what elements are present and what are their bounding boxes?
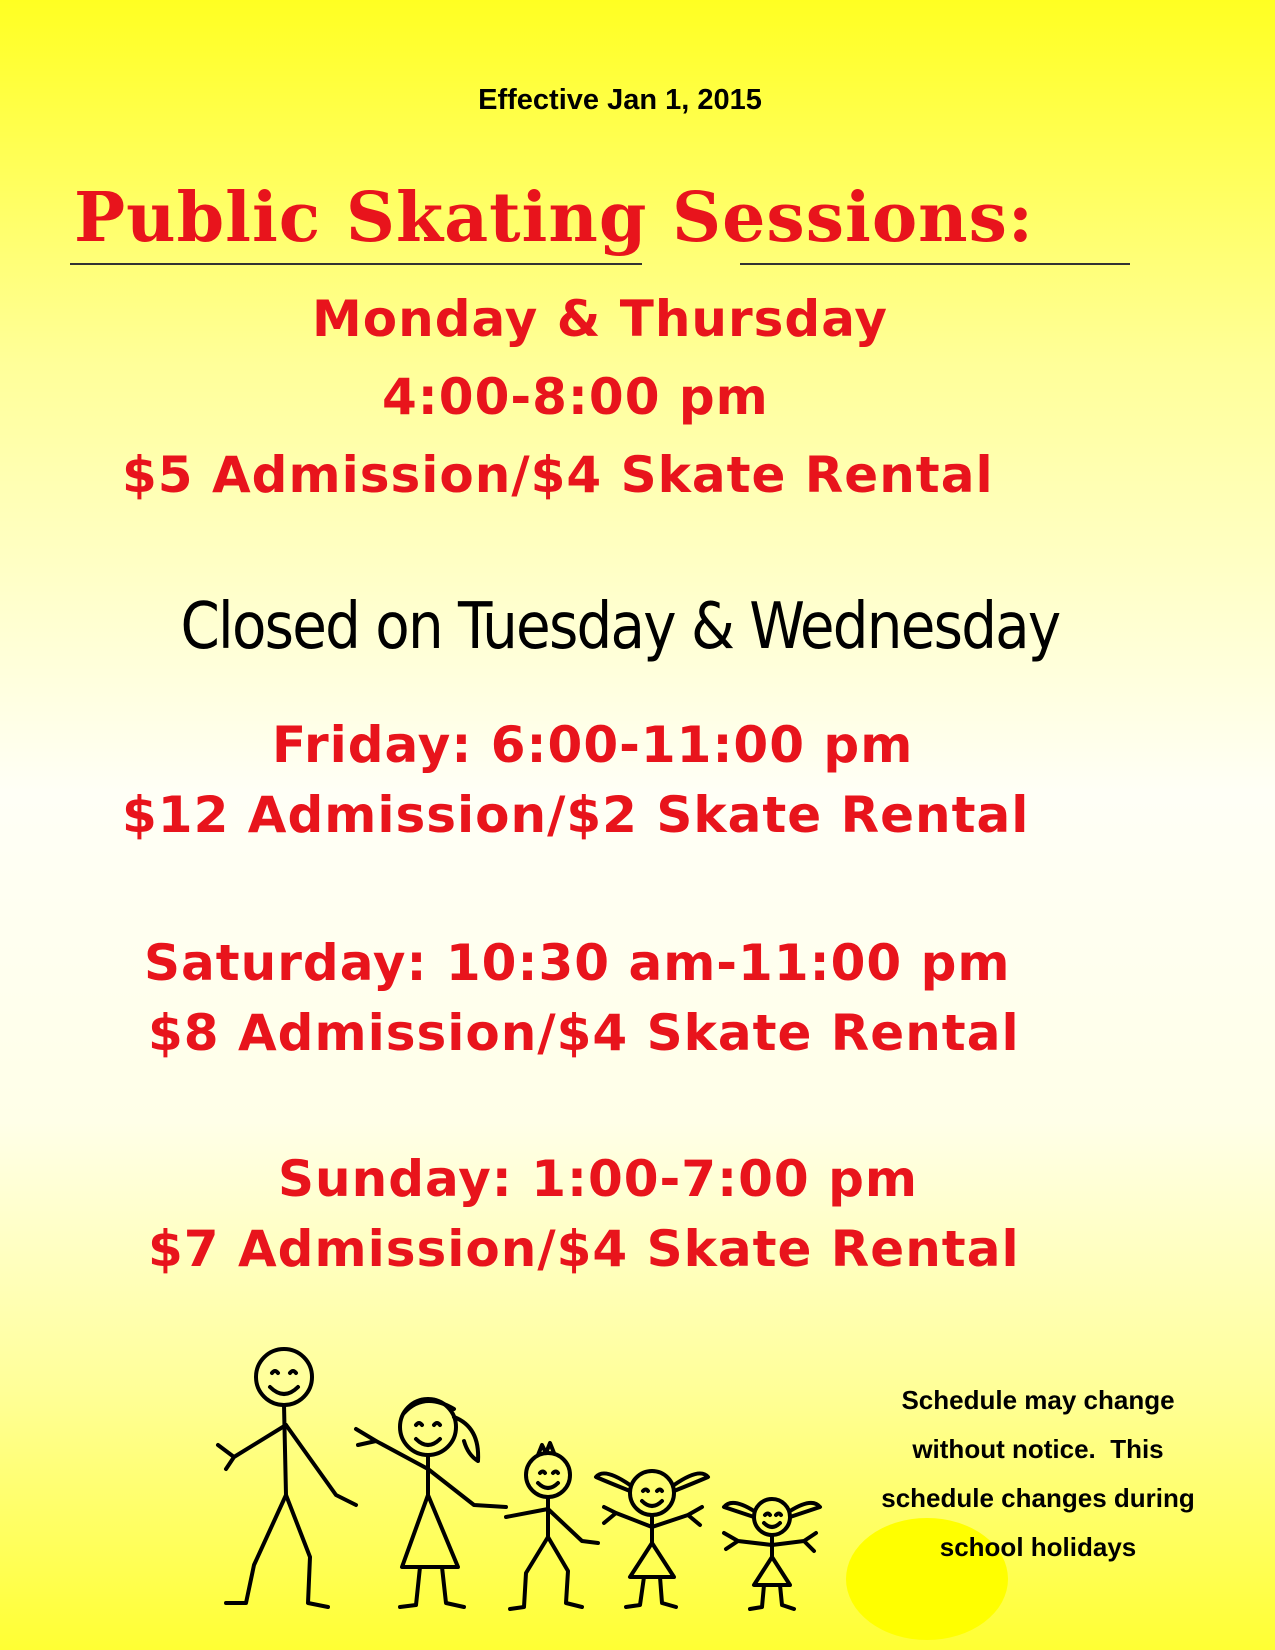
effective-date: Effective Jan 1, 2015 (478, 84, 762, 116)
schedule-note-line-2: without notice. This (912, 1434, 1164, 1464)
page-title: Public Skating Sessions: (74, 178, 1034, 258)
schedule-note-line-1: Schedule may change (901, 1385, 1175, 1415)
schedule-note (858, 1376, 1218, 1572)
title-underline-left (70, 263, 642, 265)
friday-prices: $12 Admission/$2 Skate Rental (122, 786, 1030, 844)
monday-thursday-days: Monday & Thursday (312, 290, 889, 348)
friday-hours: Friday: 6:00-11:00 pm (272, 716, 914, 774)
saturday-prices: $8 Admission/$4 Skate Rental (148, 1004, 1020, 1062)
stick-figure-girl-icon (596, 1471, 708, 1607)
stick-figure-family-icon (206, 1345, 866, 1615)
sunday-hours: Sunday: 1:00-7:00 pm (278, 1150, 918, 1208)
monday-thursday-hours: 4:00-8:00 pm (382, 368, 769, 426)
stick-figure-father-icon (218, 1349, 356, 1607)
monday-thursday-prices: $5 Admission/$4 Skate Rental (122, 446, 994, 504)
sunday-prices: $7 Admission/$4 Skate Rental (148, 1220, 1020, 1278)
schedule-note-line-4: school holidays (939, 1532, 1137, 1562)
closed-notice: Closed on Tuesday & Wednesday (180, 590, 1060, 664)
schedule-note-line-3: schedule changes during (881, 1483, 1195, 1513)
saturday-hours: Saturday: 10:30 am-11:00 pm (144, 934, 1011, 992)
stick-figure-boy-icon (506, 1443, 598, 1609)
stick-figure-toddler-icon (724, 1499, 820, 1609)
title-underline-right (740, 263, 1130, 265)
stick-figure-mother-icon (356, 1399, 506, 1607)
